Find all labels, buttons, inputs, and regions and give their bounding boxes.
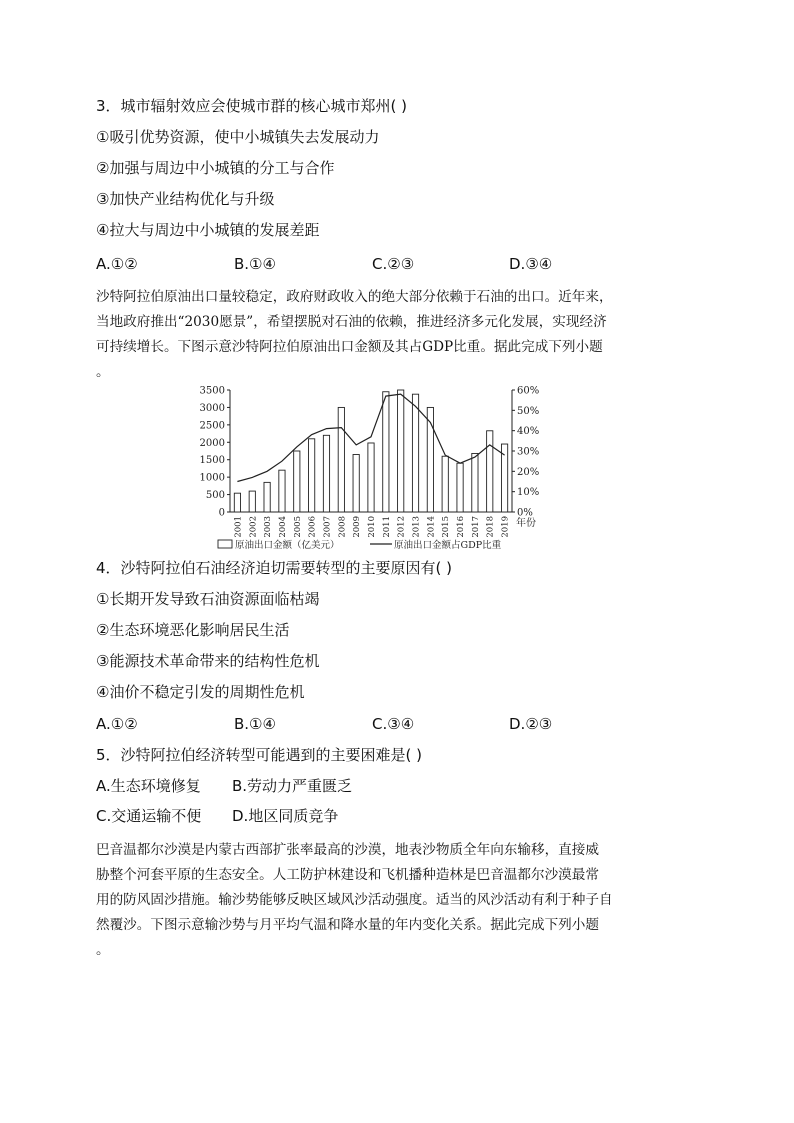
left-tick-label: 2500 — [199, 420, 225, 432]
x-tick-label: 2017 — [470, 516, 481, 538]
x-tick-label: 2005 — [292, 516, 303, 538]
right-tick-label: 0% — [517, 507, 533, 519]
x-tick-label: 2012 — [396, 516, 407, 538]
x-tick-label: 2014 — [426, 516, 437, 538]
bar — [294, 451, 300, 512]
passage-1-line-2: 当地政府推出“2030愿景”，希望摆脱对石油的依赖，推进经济多元化发展，实现经济 — [96, 314, 607, 330]
bar — [412, 394, 418, 512]
passage-2-line-3: 用的防风固沙措施。输沙势能够反映区域风沙活动强度。适当的风沙活动有利于种子自 — [96, 892, 613, 908]
passage-1-line-3: 可持续增长。下图示意沙特阿拉伯原油出口金额及其占GDP比重。据此完成下列小题 — [96, 339, 603, 355]
passage-2-line-5: 。 — [96, 942, 110, 958]
left-tick-label: 2000 — [199, 437, 225, 449]
passage-1-line-1: 沙特阿拉伯原油出口量较稳定，政府财政收入的绝大部分依赖于石油的出口。近年来， — [96, 289, 613, 305]
x-tick-label: 2007 — [322, 516, 333, 538]
x-tick-label: 2009 — [352, 516, 363, 538]
x-tick-label: 2018 — [485, 516, 496, 538]
passage-1 — [96, 285, 700, 385]
q3-stem: 3．城市辐射效应会使城市群的核心城市郑州( ) — [96, 97, 408, 115]
right-tick-label: 50% — [517, 405, 540, 417]
q4-option-d: D.②③ — [509, 715, 553, 733]
x-tick-label: 2001 — [233, 516, 244, 538]
bar — [234, 493, 240, 512]
q5-option-d: D.地区同质竞争 — [232, 807, 339, 825]
left-tick-label: 3500 — [199, 385, 225, 397]
q5-option-c: C.交通运输不便 — [96, 807, 202, 825]
bar — [353, 454, 359, 512]
x-tick-label: 2004 — [277, 516, 288, 538]
x-tick-label: 2011 — [381, 516, 392, 538]
x-tick-label: 2002 — [248, 516, 259, 538]
bar — [309, 439, 315, 512]
x-tick-label: 2003 — [263, 516, 274, 538]
q5-option-a: A.生态环境修复 — [96, 777, 201, 795]
x-tick-label: 2016 — [456, 516, 467, 538]
legend-bar-swatch — [218, 540, 232, 548]
q3-option-b: B.①④ — [234, 255, 276, 273]
q4-option-b: B.①④ — [234, 715, 276, 733]
passage-2-line-1: 巴音温都尔沙漠是内蒙古西部扩张率最高的沙漠，地表沙物质全年向东输移，直接威 — [96, 842, 599, 858]
bar — [383, 392, 389, 512]
left-tick-label: 1500 — [199, 455, 225, 467]
q4-item-4: ④油价不稳定引发的周期性危机 — [96, 683, 305, 701]
q3-option-c: C.②③ — [372, 255, 415, 273]
x-tick-label: 2010 — [367, 516, 377, 538]
q4-item-3: ③能源技术革命带来的结构性危机 — [96, 652, 320, 670]
x-tick-label: 2006 — [307, 516, 318, 538]
bar — [472, 453, 478, 512]
x-tick-label: 2019 — [500, 516, 511, 538]
q4-option-c: C.③④ — [372, 715, 415, 733]
q3-item-3: ③加快产业结构优化与升级 — [96, 190, 275, 208]
q4-option-a: A.①② — [96, 715, 138, 733]
left-tick-label: 500 — [205, 490, 225, 502]
bar — [249, 491, 255, 512]
oil-export-chart — [180, 378, 560, 558]
q5-stem: 5．沙特阿拉伯经济转型可能遇到的主要困难是( ) — [96, 746, 423, 764]
right-tick-label: 30% — [517, 446, 540, 458]
q3-option-d: D.③④ — [509, 255, 553, 273]
legend-line-label: 原油出口金额占GDP比重 — [394, 540, 502, 551]
right-tick-label: 10% — [517, 487, 540, 499]
right-tick-label: 60% — [517, 385, 540, 397]
passage-2-line-2: 胁整个河套平原的生态安全。人工防护林建设和飞机播种造林是巴音温都尔沙漠最常 — [96, 867, 599, 883]
q3-item-4: ④拉大与周边中小城镇的发展差距 — [96, 221, 320, 239]
q3-item-1: ①吸引优势资源，使中小城镇失去发展动力 — [96, 128, 380, 146]
bar — [487, 431, 493, 512]
chart-bars — [234, 390, 507, 512]
q4-item-1: ①长期开发导致石油资源面临枯竭 — [96, 590, 320, 608]
chart-legend — [218, 539, 502, 551]
bar — [442, 456, 448, 512]
bar — [398, 390, 404, 512]
bar — [279, 470, 285, 512]
passage-1-line-4: 。 — [96, 364, 110, 380]
bar — [457, 463, 463, 512]
q5-option-b: B.劳动力严重匮乏 — [232, 777, 353, 795]
left-tick-label: 0 — [218, 507, 225, 519]
q4-stem: 4．沙特阿拉伯石油经济迫切需要转型的主要原因有( ) — [96, 559, 453, 577]
bar — [338, 407, 344, 512]
left-tick-label: 1000 — [199, 472, 225, 484]
q3-item-2: ②加强与周边中小城镇的分工与合作 — [96, 159, 335, 177]
x-axis-title: 年份 — [516, 518, 536, 529]
left-tick-label: 3000 — [199, 402, 225, 414]
right-tick-label: 40% — [517, 426, 540, 438]
x-tick-label: 2013 — [411, 516, 422, 538]
x-tick-label: 2015 — [441, 516, 452, 538]
legend-bar-label: 原油出口金额（亿美元） — [235, 540, 340, 551]
x-tick-label: 2008 — [337, 516, 348, 538]
bar — [264, 482, 270, 512]
right-tick-label: 20% — [517, 466, 540, 478]
q3-option-a: A.①② — [96, 255, 138, 273]
bar — [323, 435, 329, 512]
bar — [368, 443, 374, 512]
q4-item-2: ②生态环境恶化影响居民生活 — [96, 621, 290, 639]
passage-2 — [96, 838, 700, 963]
passage-2-line-4: 然覆沙。下图示意输沙势与月平均气温和降水量的年内变化关系。据此完成下列小题 — [96, 917, 599, 933]
